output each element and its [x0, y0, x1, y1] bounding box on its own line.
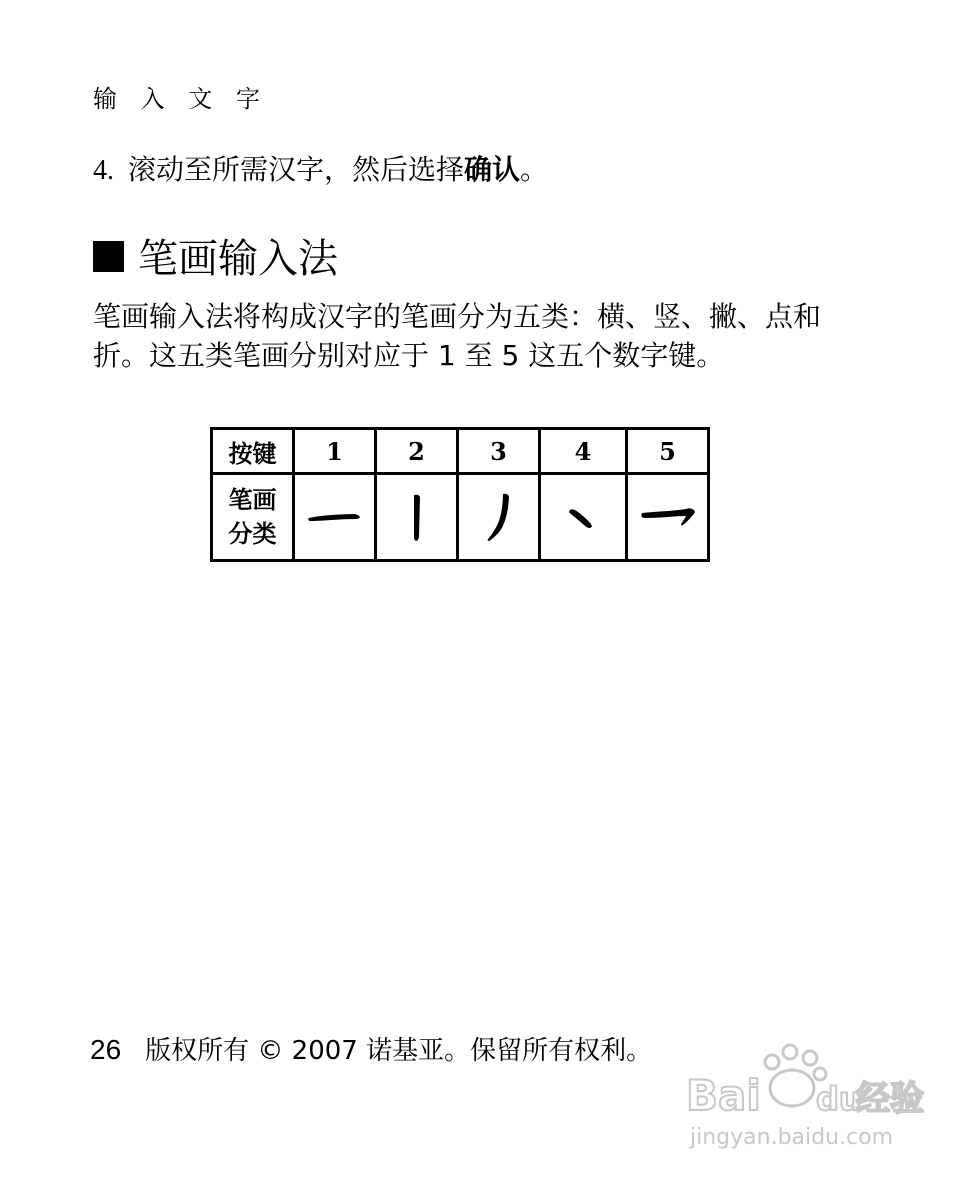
table-row-strokes [212, 474, 709, 561]
section-heading [93, 234, 338, 284]
zhe-stroke-icon [638, 497, 698, 537]
watermark-du: du [816, 1080, 862, 1118]
dian-stroke-icon [558, 497, 608, 537]
row-header-strokes-line1: 笔画 [228, 485, 277, 514]
page-number: 26 [90, 1034, 122, 1065]
baidu-jingyan-watermark [640, 1042, 930, 1162]
step-number: 4. [93, 155, 114, 186]
watermark-url: jingyan.baidu.com [690, 1125, 894, 1150]
stroke-cell-1 [294, 474, 376, 561]
square-bullet-icon [93, 241, 124, 272]
stroke-cell-2 [376, 474, 458, 561]
step-end: 。 [520, 153, 549, 186]
watermark-jingyan: 经验 [856, 1079, 924, 1119]
copyright-text: 版权所有 © 2007 诺基亚。保留所有权利。 [145, 1036, 653, 1066]
body-paragraph: 笔画输入法将构成汉字的笔画分为五类：横、竖、撇、点和折。这五类笔画分别对应于 1 至 5 这五个数字键。 [93, 300, 822, 372]
row-header-strokes [212, 474, 294, 561]
row-header-keys: 按键 [212, 429, 294, 474]
heng-stroke-icon [305, 497, 365, 537]
key-cell-2: 2 [376, 429, 458, 474]
step-4 [93, 150, 548, 191]
stroke-cell-3 [458, 474, 540, 561]
stroke-cell-4 [540, 474, 627, 561]
section-title: 笔画输入法 [138, 236, 338, 282]
running-head: 输 入 文 字 [93, 85, 268, 113]
step-text: 滚动至所需汉字，然后选择 [128, 153, 465, 186]
key-cell-5: 5 [627, 429, 709, 474]
watermark-brand: Bai [686, 1071, 761, 1120]
key-cell-1: 1 [294, 429, 376, 474]
key-cell-4: 4 [540, 429, 627, 474]
step-bold-text: 确认 [464, 153, 521, 186]
stroke-cell-5 [627, 474, 709, 561]
table-row-keys [212, 429, 709, 474]
row-header-strokes-line2: 分类 [228, 519, 277, 548]
key-cell-3: 3 [458, 429, 540, 474]
shu-stroke-icon [397, 489, 437, 545]
stroke-table [210, 427, 710, 562]
pie-stroke-icon [479, 489, 519, 545]
page-footer [90, 1032, 652, 1069]
